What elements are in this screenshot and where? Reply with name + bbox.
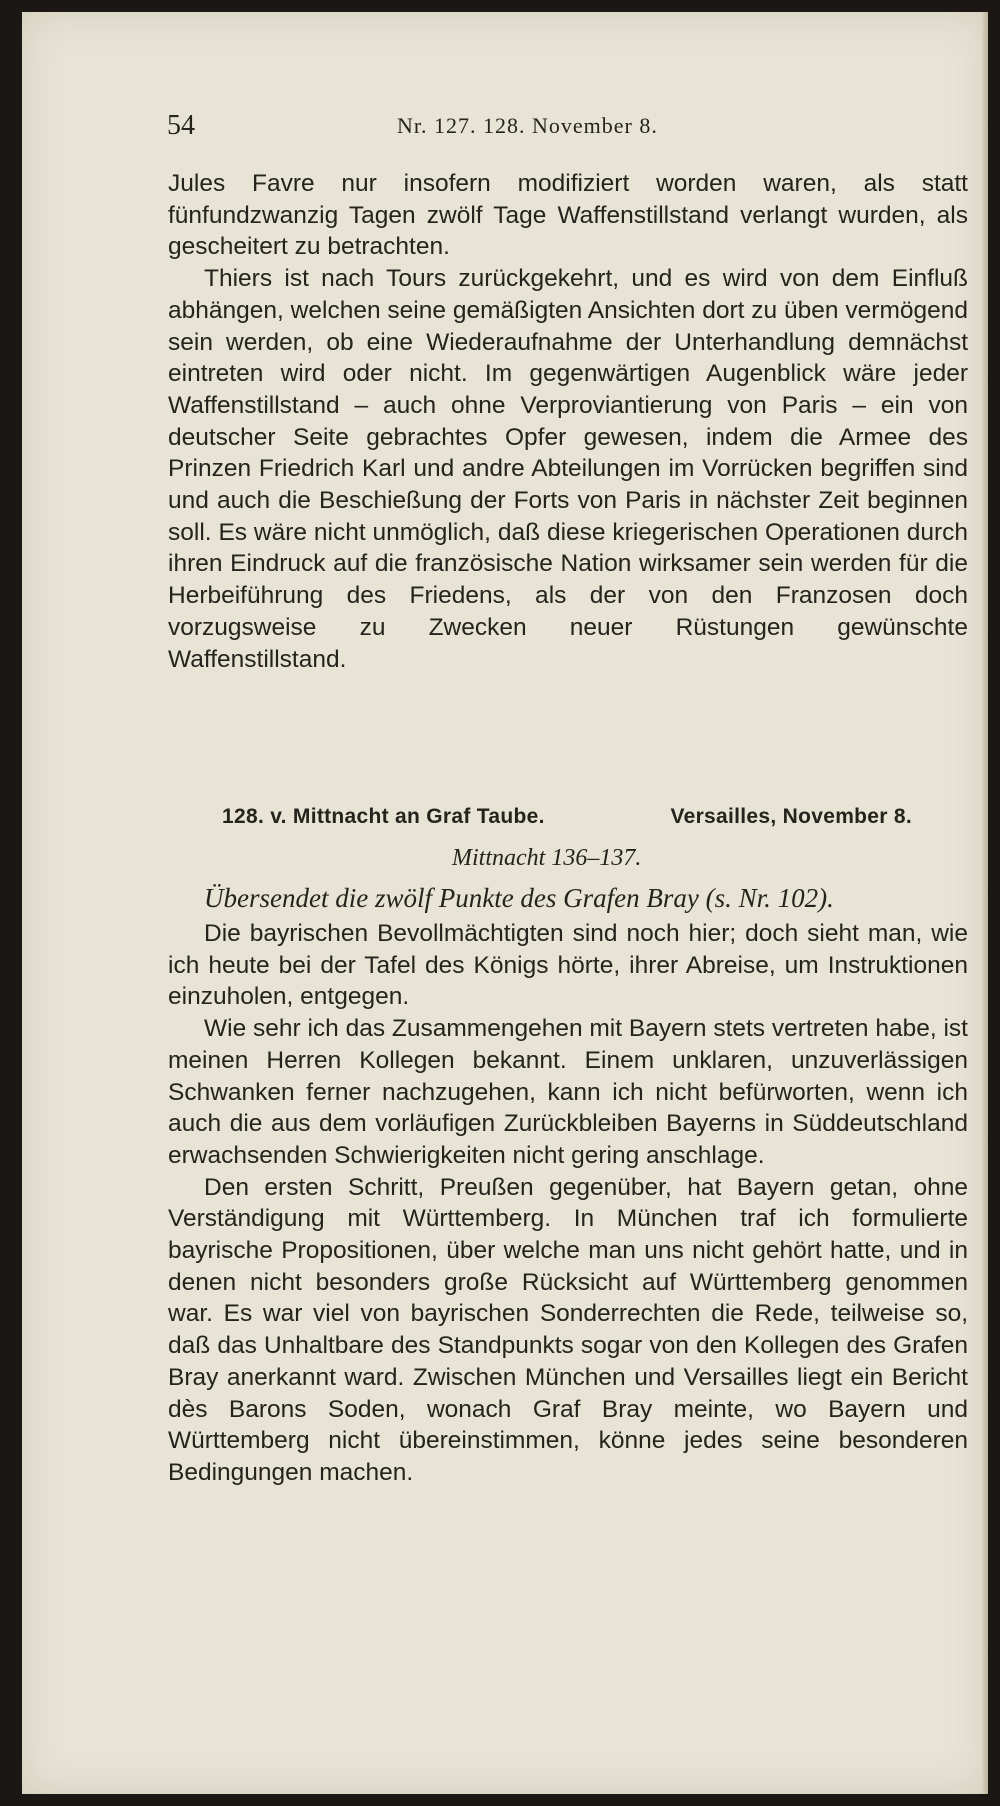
- letter-source: Mittnacht 136–137.: [452, 845, 642, 871]
- letter-heading: [222, 805, 912, 829]
- page-edge: [982, 12, 988, 1794]
- text-block-continuation: [168, 168, 968, 675]
- letter-place-date: Versailles, November 8.: [670, 805, 912, 828]
- page-header: [167, 110, 975, 150]
- text-block-letter: [168, 918, 968, 1489]
- paragraph: Wie sehr ich das Zusammengehen mit Bayern stets vertreten habe, ist meinen Herren Kollegen bekannt. Einem unklaren, unzuverlässigen Schwanken ferner nachzugehen, kann ich nicht befürworten, wenn ich auch die aus dem vorläufigen Zurückbleiben Bayerns in Süddeutschland erwachsenden Schwierigkeiten nicht gering anschlage.: [168, 1015, 968, 1169]
- running-head: Nr. 127. 128. November 8.: [397, 113, 658, 138]
- paragraph: Den ersten Schritt, Preußen gegenüber, hat Bayern getan, ohne Verständigung mit Württemberg. In München traf ich formulierte bayrische Propositionen, über welche man uns nicht gehört hatte, und in denen nicht besonders große Rücksicht auf Württemberg genommen war. Es war viel von bayrischen Sonderrechten die Rede, teilweise so, daß das Unhaltbare des Standpunkts sogar von den Kollegen des Grafen Bray anerkannt ward. Zwischen München und Versailles liegt ein Bericht dès Barons Soden, wonach Graf Bray meinte, wo Bayern und Württemberg nicht übereinstimmen, könne jedes seine besonderen Bedingungen machen.: [168, 1173, 968, 1486]
- paragraph: Jules Favre nur insofern modifiziert worden waren, als statt fünfundzwanzig Tagen zwölf Tage Waffenstillstand verlangt wurden, als gescheitert zu betrachten.: [168, 170, 968, 261]
- paragraph: Die bayrischen Bevollmächtigten sind noch hier; doch sieht man, wie ich heute bei der Tafel des Königs hörte, ihrer Abreise, um Instruktionen einzuholen, entgegen.: [168, 920, 968, 1011]
- page-number: 54: [167, 110, 195, 141]
- letter-number-recipient: 128. v. Mittnacht an Graf Taube.: [222, 805, 545, 828]
- letter-summary: Übersendet die zwölf Punkte des Grafen Bray (s. Nr. 102).: [204, 883, 834, 913]
- paragraph: Thiers ist nach Tours zurückgekehrt, und es wird von dem Einfluß abhängen, welchen seine gemäßigten Ansichten dort zu üben vermögend sein werden, ob eine Wiederaufnahme der Unterhandlung demnächst eintreten wird oder nicht. Im gegenwärtigen Augenblick wäre jeder Waffenstillstand – auch ohne Verproviantierung von Paris – ein von deutscher Seite gebrachtes Opfer gewesen, indem die Armee des Prinzen Friedrich Karl und andre Abteilungen im Vorrücken begriffen sind und auch die Beschießung der Forts von Paris in nächster Zeit beginnen soll. Es wäre nicht unmöglich, daß diese kriegerischen Operationen durch ihren Eindruck auf die französische Nation wirksamer sein werden für die Herbeiführung des Friedens, als der von den Franzosen doch vorzugsweise zu Zwecken neuer Rüstungen gewünschte Waffenstillstand.: [168, 265, 968, 673]
